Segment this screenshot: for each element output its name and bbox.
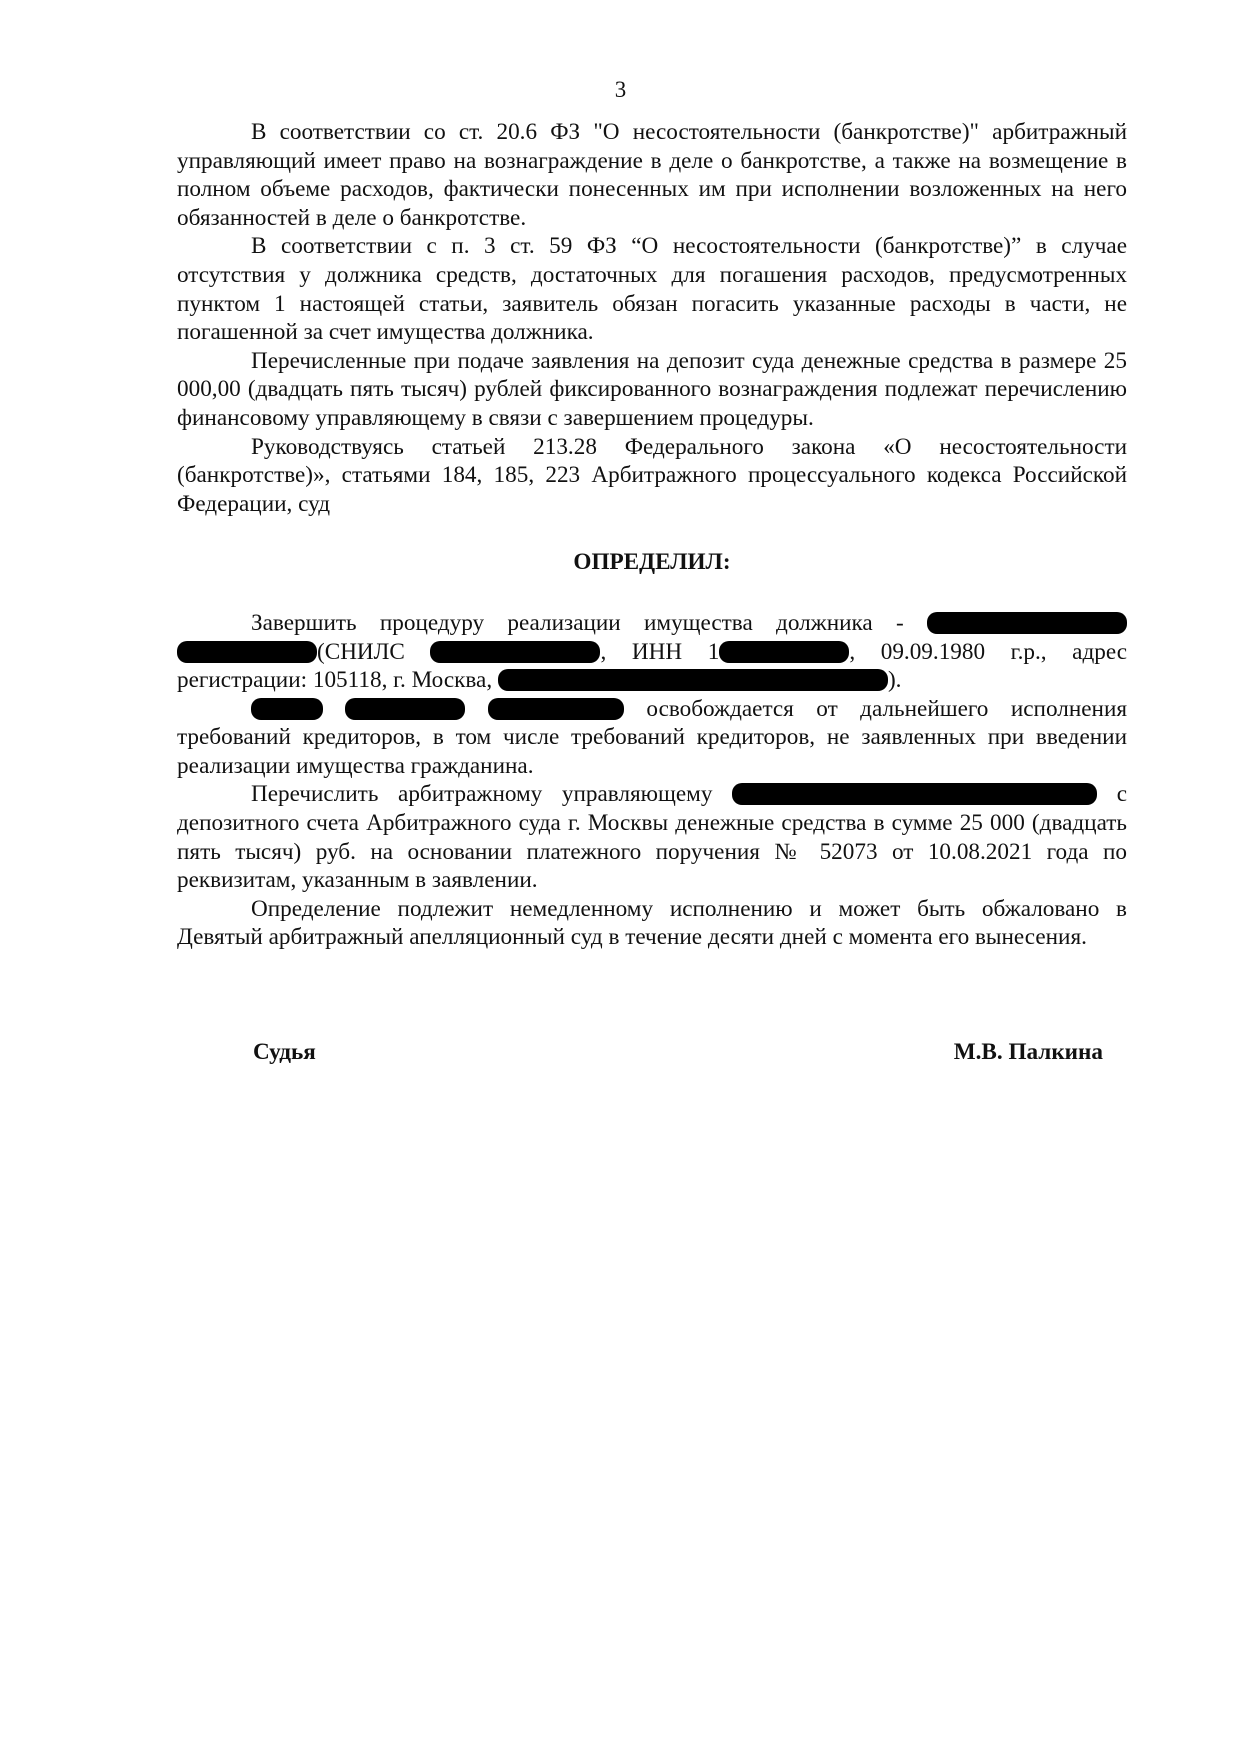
paragraph-transfer-funds (177, 780, 1127, 894)
redaction-bar (927, 612, 1127, 634)
text-segment: с депозитного счета Арбитражного суда г. Москвы денежные средства в сумме 25 000 (двадцать пять тысяч) руб. на основании платежного поручения № 52073 от 10.08.2021 года по реквизитам, указанным в заявлении. (177, 781, 1127, 894)
paragraph-appeal: Определение подлежит немедленному исполнению и может быть обжаловано в Девятый арбитражный апелляционный суд в течение десяти дней с момента его вынесения. (177, 895, 1127, 951)
redaction-bar (719, 641, 849, 663)
ruling-heading: ОПРЕДЕЛИЛ: (573, 549, 731, 576)
text-segment: (СНИЛС (317, 638, 431, 665)
paragraph-complete-procedure (177, 609, 1127, 695)
page-number: 3 (614, 77, 627, 102)
paragraph-release-from-claims (177, 695, 1127, 781)
text-segment: освобождается от дальнейшего исполнения требований кредиторов, в том числе требований кредиторов, не заявленных при введении реализации имущества гражданина. (177, 695, 1128, 779)
redaction-bar (732, 783, 1097, 805)
paragraph-fee-right: В соответствии со ст. 20.6 ФЗ "О несостоятельности (банкротстве)" арбитражный управляющий имеет право на вознаграждение в деле о банкротстве, а также на возмещение в полном объеме расходов, фактически понесенных им при исполнении возложенных на него обязанностей в деле о банкротстве. (177, 119, 1127, 231)
text-segment: , 09.09.1980 г.р., адрес регистрации: 105118, г. Москва, (177, 638, 1127, 694)
redaction-bar (430, 641, 600, 663)
paragraph-legal-basis: Руководствуясь статьей 213.28 Федерального закона «О несостоятельности (банкротстве)», статьями 184, 185, 223 Арбитражного процессуального кодекса Российской Федерации, суд (177, 433, 1127, 517)
text-segment: Перечислить арбитражному управляющему (251, 781, 733, 808)
redaction-bar (345, 698, 465, 720)
redaction-bar (488, 698, 624, 720)
document-body (177, 118, 1127, 952)
text-segment: , ИНН 1 (600, 638, 720, 665)
signature-row (253, 1038, 1103, 1066)
judge-title: Судья (253, 1039, 316, 1065)
judge-name: М.В. Палкина (953, 1039, 1103, 1065)
paragraph-deposit: Перечисленные при подаче заявления на депозит суда денежные средства в размере 25 000,00 (двадцать пять тысяч) рублей фиксированного вознаграждения подлежат перечислению финансовому управляющему в связи с завершением процедуры. (177, 347, 1127, 431)
redaction-bar (251, 698, 323, 720)
paragraph-expenses: В соответствии с п. 3 ст. 59 ФЗ “О несостоятельности (банкротстве)” в случае отсутствия у должника средств, достаточных для погашения расходов, предусмотренных пунктом 1 настоящей статьи, заявитель обязан погасить указанные расходы в части, не погашенной за счет имущества должника. (177, 233, 1127, 346)
text-segment: Завершить процедуру реализации имущества должника - (251, 609, 927, 636)
redaction-bar (498, 669, 888, 691)
redaction-bar (177, 641, 317, 663)
text-segment: ). (887, 667, 902, 694)
